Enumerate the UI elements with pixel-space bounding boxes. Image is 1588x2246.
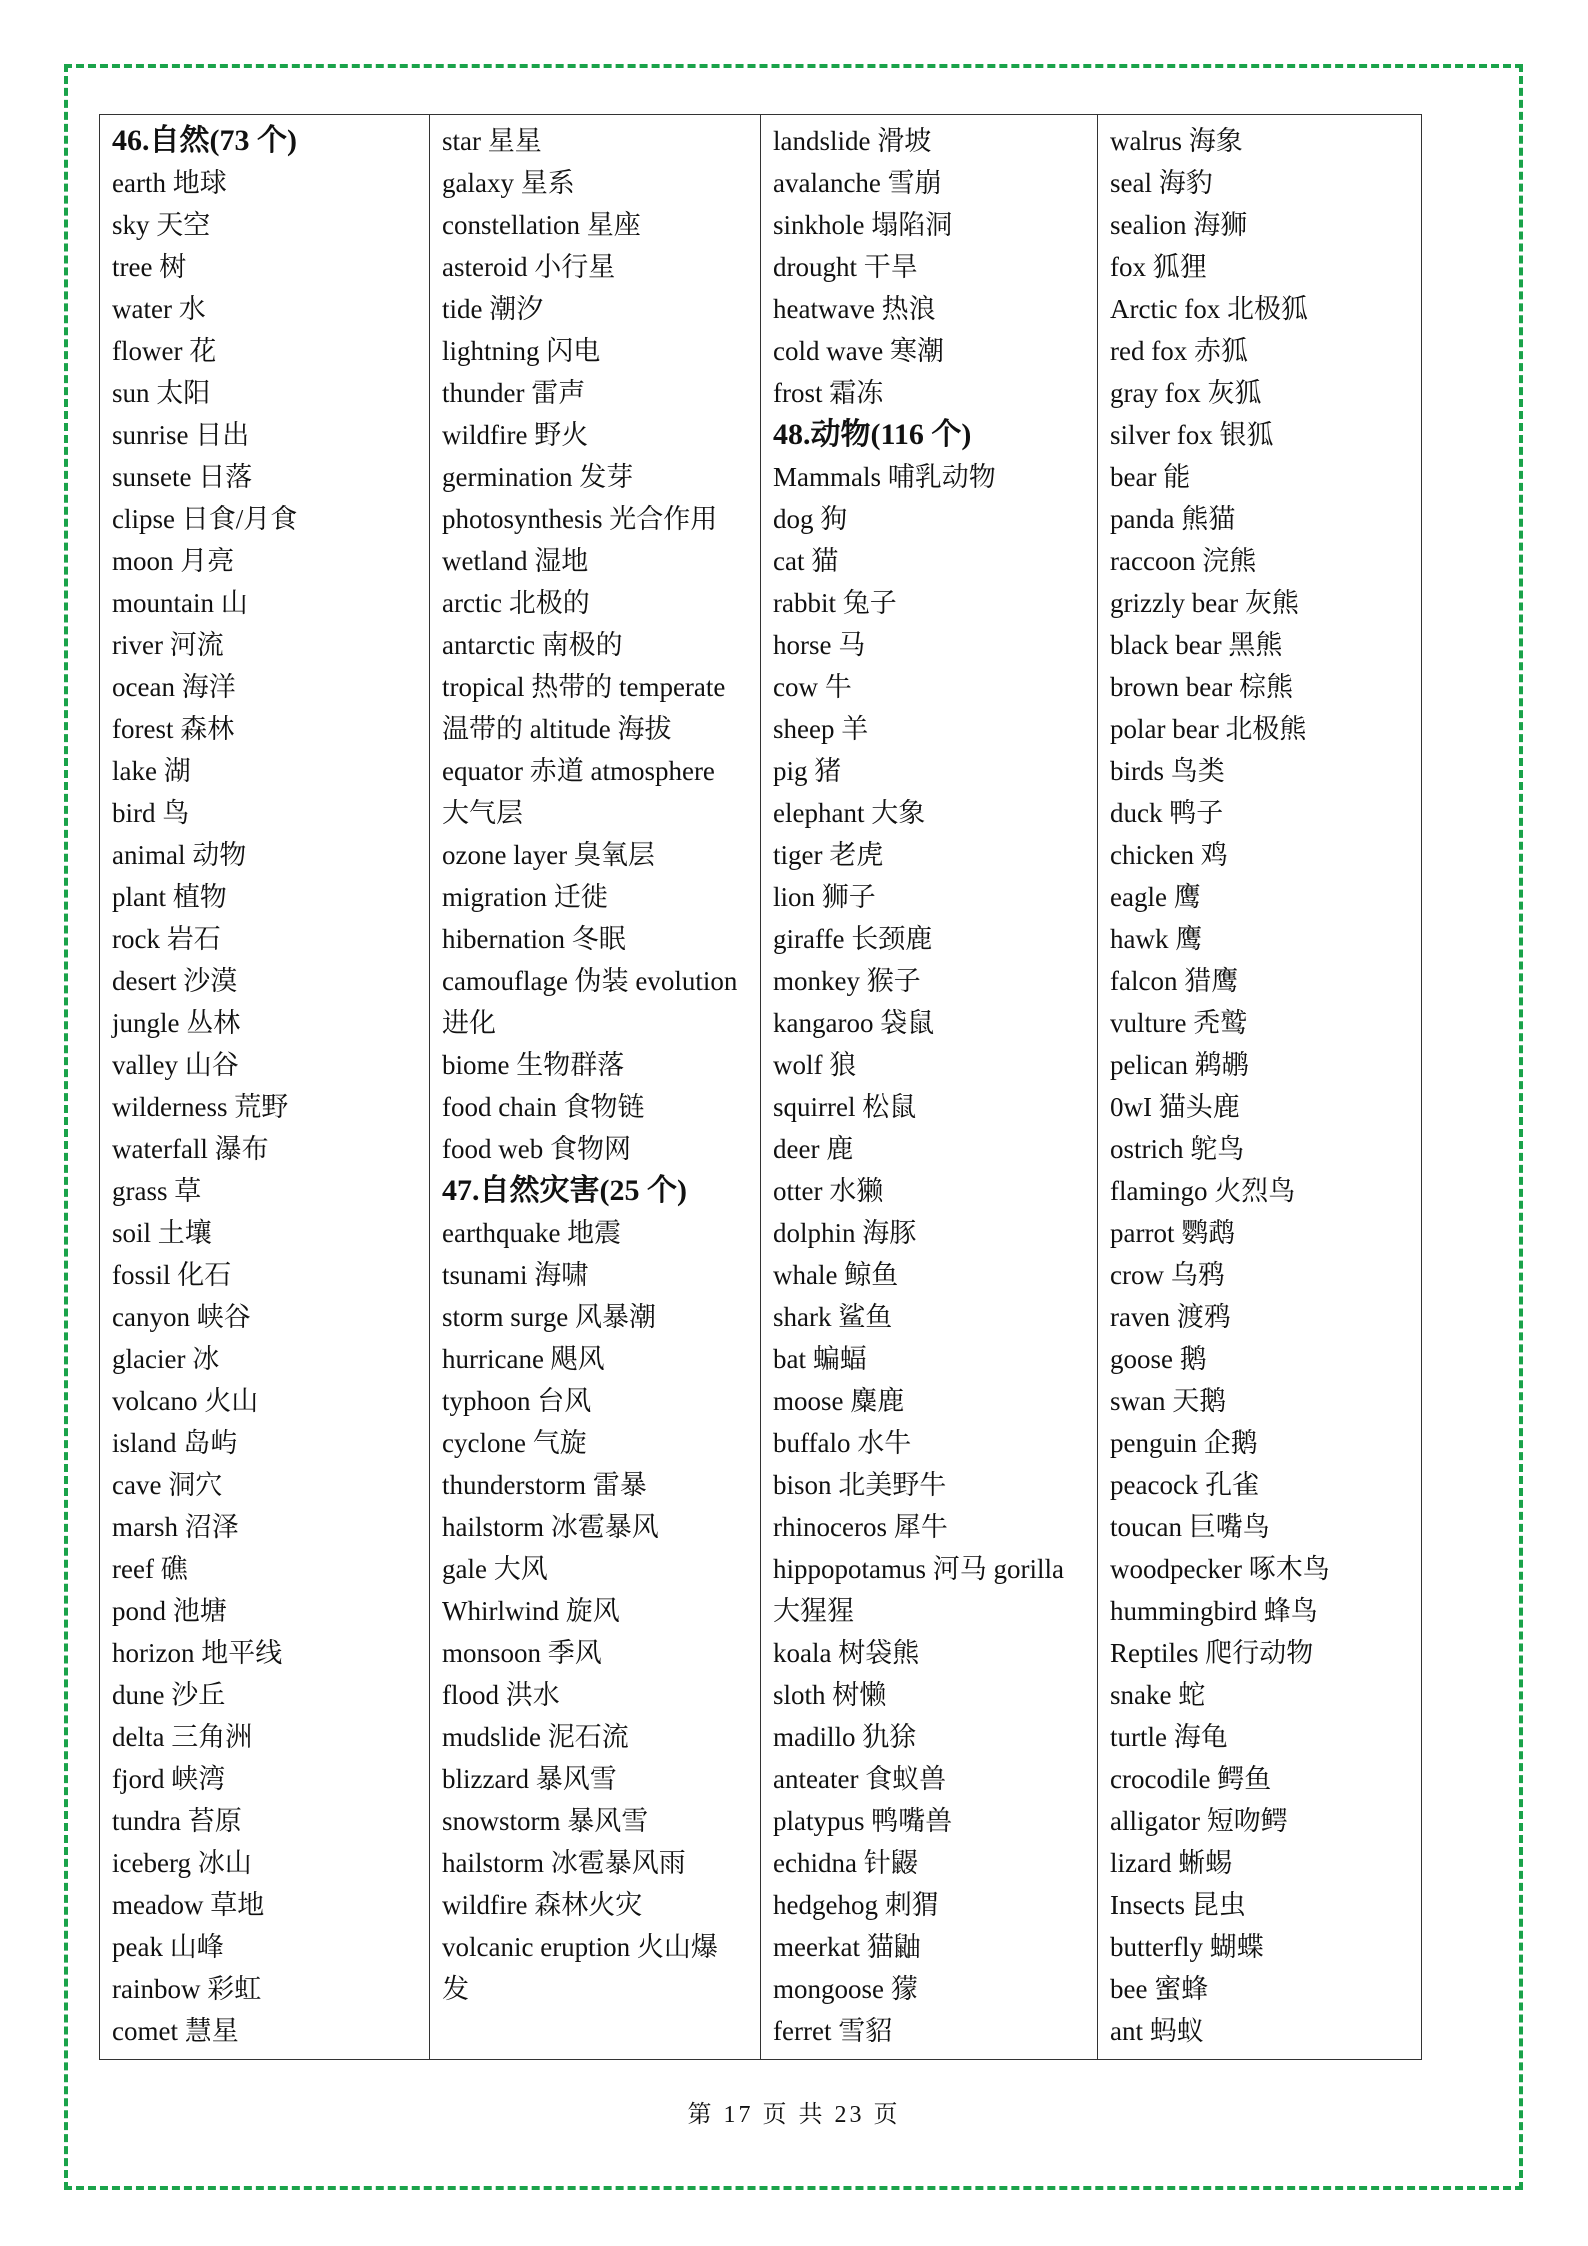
vocab-entry: bird 鸟: [112, 798, 190, 828]
vocab-entry: hurricane 飓风: [442, 1344, 605, 1374]
vocab-entry: horizon 地平线: [112, 1638, 283, 1668]
vocab-entry: comet 慧星: [112, 2016, 239, 2046]
vocab-entry: earthquake 地震: [442, 1218, 622, 1248]
vocab-entry: giraffe 长颈鹿: [773, 924, 933, 954]
vocab-entry: raccoon 浣熊: [1110, 546, 1257, 576]
vocab-entry: biome 生物群落: [442, 1050, 625, 1080]
vocab-entry: thunder 雷声: [442, 378, 586, 408]
vocab-entry: tundra 苔原: [112, 1806, 242, 1836]
vocab-entry: deer 鹿: [773, 1134, 854, 1164]
vocab-entry: island 岛屿: [112, 1428, 238, 1458]
vocab-entry: wildfire 森林火灾: [442, 1890, 643, 1920]
vocab-entry: wetland 湿地: [442, 546, 589, 576]
vocab-entry: ferret 雪貂: [773, 2016, 893, 2046]
vocab-entry: river 河流: [112, 630, 224, 660]
vocab-entry: migration 迁徙: [442, 882, 608, 912]
vocab-entry: 大猩猩: [773, 1596, 854, 1626]
vocab-entry: galaxy 星系: [442, 168, 575, 198]
vocab-entry: frost 霜冻: [773, 378, 884, 408]
vocab-entry: crocodile 鳄鱼: [1110, 1764, 1272, 1794]
vocab-entry: seal 海豹: [1110, 168, 1213, 198]
vocab-entry: storm surge 风暴潮: [442, 1302, 656, 1332]
vocab-entry: anteater 食蚁兽: [773, 1764, 947, 1794]
vocab-entry: food web 食物网: [442, 1134, 631, 1164]
vocab-entry: reef 礁: [112, 1554, 188, 1584]
vocabulary-table: [99, 114, 1422, 2060]
vocab-entry: flood 洪水: [442, 1680, 560, 1710]
vocab-entry: camouflage 伪装 evolution: [442, 966, 738, 996]
vocab-entry: Reptiles 爬行动物: [1110, 1638, 1314, 1668]
vocab-entry: hailstorm 冰雹暴风雨: [442, 1848, 686, 1878]
vocab-entry: otter 水獭: [773, 1176, 884, 1206]
vocab-entry: plant 植物: [112, 882, 227, 912]
vocab-entry: lion 狮子: [773, 882, 876, 912]
vocab-entry: platypus 鸭嘴兽: [773, 1806, 953, 1836]
vocab-entry: arctic 北极的: [442, 588, 590, 618]
vocab-entry: constellation 星座: [442, 210, 641, 240]
vocab-entry: canyon 峡谷: [112, 1302, 251, 1332]
vocab-entry: sunsete 日落: [112, 462, 253, 492]
vocab-entry: lake 湖: [112, 756, 191, 786]
vocab-entry: flamingo 火烈鸟: [1110, 1176, 1296, 1206]
vocab-entry: gray fox 灰狐: [1110, 378, 1262, 408]
vocab-entry: lizard 蜥蜴: [1110, 1848, 1233, 1878]
vocab-entry: typhoon 台风: [442, 1386, 592, 1416]
vocab-entry: sealion 海狮: [1110, 210, 1248, 240]
vocab-entry: butterfly 蝴蝶: [1110, 1932, 1264, 1962]
vocab-entry: monsoon 季风: [442, 1638, 602, 1668]
vocab-entry: brown bear 棕熊: [1110, 672, 1293, 702]
vocab-entry: marsh 沼泽: [112, 1512, 239, 1542]
vocab-entry: grass 草: [112, 1176, 202, 1206]
vocab-entry: shark 鲨鱼: [773, 1302, 893, 1332]
section-heading: 46.自然(73 个): [112, 124, 297, 157]
vocab-entry: sun 太阳: [112, 378, 211, 408]
vocab-entry: goose 鹅: [1110, 1344, 1207, 1374]
vocab-entry: animal 动物: [112, 840, 247, 870]
vocab-entry: 大气层: [442, 798, 523, 828]
vocab-entry: peak 山峰: [112, 1932, 224, 1962]
vocab-entry: hummingbird 蜂鸟: [1110, 1596, 1318, 1626]
vocab-entry: meerkat 猫鼬: [773, 1932, 921, 1962]
vocab-entry: food chain 食物链: [442, 1092, 645, 1122]
vocab-entry: falcon 猎鹰: [1110, 966, 1239, 996]
vocab-entry: tree 树: [112, 252, 187, 282]
vocab-entry: fjord 峡湾: [112, 1764, 226, 1794]
vocab-entry: glacier 冰: [112, 1344, 220, 1374]
vocab-entry: volcanic eruption 火山爆: [442, 1932, 718, 1962]
vocab-entry: 0wI 猫头鹿: [1110, 1092, 1240, 1122]
vocab-entry: snowstorm 暴风雪: [442, 1806, 649, 1836]
vocab-entry: pelican 鹈鹕: [1110, 1050, 1249, 1080]
vocab-entry: cow 牛: [773, 672, 852, 702]
vocab-entry: 温带的 altitude 海拔: [442, 714, 672, 744]
vocab-entry: bison 北美野牛: [773, 1470, 947, 1500]
vocab-entry: 发: [442, 1974, 469, 2004]
vocab-entry: drought 干旱: [773, 252, 918, 282]
vocab-entry: peacock 孔雀: [1110, 1470, 1260, 1500]
vocab-entry: turtle 海龟: [1110, 1722, 1228, 1752]
vocab-entry: sunrise 日出: [112, 420, 250, 450]
vocab-entry: mudslide 泥石流: [442, 1722, 629, 1752]
vocab-entry: antarctic 南极的: [442, 630, 623, 660]
vocab-entry: ostrich 鸵鸟: [1110, 1134, 1245, 1164]
vocab-entry: walrus 海象: [1110, 126, 1243, 156]
vocab-entry: rabbit 兔子: [773, 588, 897, 618]
vocab-entry: parrot 鹦鹉: [1110, 1218, 1236, 1248]
vocab-entry: forest 森林: [112, 714, 235, 744]
vocab-entry: Arctic fox 北极狐: [1110, 294, 1308, 324]
vocab-entry: dune 沙丘: [112, 1680, 226, 1710]
vocab-entry: horse 马: [773, 630, 866, 660]
vocab-entry: monkey 猴子: [773, 966, 921, 996]
vocab-entry: madillo 犰狳: [773, 1722, 917, 1752]
vocab-entry: avalanche 雪崩: [773, 168, 942, 198]
vocab-entry: snake 蛇: [1110, 1680, 1206, 1710]
vocab-entry: polar bear 北极熊: [1110, 714, 1307, 744]
vocab-entry: pig 猪: [773, 756, 842, 786]
vocab-entry: bee 蜜蜂: [1110, 1974, 1209, 2004]
vocab-entry: eagle 鹰: [1110, 882, 1201, 912]
vocab-entry: bear 能: [1110, 462, 1191, 492]
vocab-entry: photosynthesis 光合作用: [442, 504, 718, 534]
vocab-entry: ocean 海洋: [112, 672, 236, 702]
vocab-entry: tropical 热带的 temperate: [442, 672, 726, 702]
vocab-entry: Mammals 哺乳动物: [773, 462, 996, 492]
vocab-column-2: [430, 115, 761, 2059]
vocab-entry: fossil 化石: [112, 1260, 232, 1290]
section-heading: 48.动物(116 个): [773, 418, 972, 451]
vocab-column-4: [1098, 115, 1421, 2059]
vocab-entry: rhinoceros 犀牛: [773, 1512, 948, 1542]
vocab-entry: clipse 日食/月食: [112, 504, 298, 534]
vocab-entry: sheep 羊: [773, 714, 869, 744]
vocab-entry: wildfire 野火: [442, 420, 589, 450]
vocab-entry: bat 蝙蝠: [773, 1344, 867, 1374]
vocab-entry: alligator 短吻鳄: [1110, 1806, 1288, 1836]
vocab-entry: 进化: [442, 1008, 496, 1038]
vocab-entry: wolf 狼: [773, 1050, 857, 1080]
vocab-entry: jungle 丛林: [112, 1008, 241, 1038]
vocab-entry: star 星星: [442, 126, 542, 156]
vocab-entry: swan 天鹅: [1110, 1386, 1227, 1416]
vocab-entry: sinkhole 塌陷洞: [773, 210, 953, 240]
vocab-entry: flower 花: [112, 336, 217, 366]
vocab-entry: hedgehog 刺猬: [773, 1890, 939, 1920]
vocab-entry: cave 洞穴: [112, 1470, 223, 1500]
vocab-entry: germination 发芽: [442, 462, 634, 492]
vocab-entry: silver fox 银狐: [1110, 420, 1274, 450]
vocab-entry: koala 树袋熊: [773, 1638, 920, 1668]
vocab-entry: rock 岩石: [112, 924, 221, 954]
vocab-entry: tsunami 海啸: [442, 1260, 589, 1290]
vocab-entry: dolphin 海豚: [773, 1218, 917, 1248]
vocab-entry: equator 赤道 atmosphere: [442, 756, 715, 786]
vocab-entry: sky 天空: [112, 210, 211, 240]
vocab-entry: woodpecker 啄木鸟: [1110, 1554, 1330, 1584]
vocab-entry: heatwave 热浪: [773, 294, 936, 324]
vocab-entry: echidna 针鼹: [773, 1848, 918, 1878]
section-heading: 47.自然灾害(25 个): [442, 1174, 687, 1207]
vocab-entry: raven 渡鸦: [1110, 1302, 1231, 1332]
vocab-entry: water 水: [112, 294, 206, 324]
vocab-entry: chicken 鸡: [1110, 840, 1228, 870]
vocab-entry: earth 地球: [112, 168, 227, 198]
vocab-entry: whale 鲸鱼: [773, 1260, 899, 1290]
page-number-footer: 第 17 页 共 23 页: [687, 2102, 901, 2128]
vocab-entry: iceberg 冰山: [112, 1848, 252, 1878]
vocab-entry: pond 池塘: [112, 1596, 227, 1626]
vocab-entry: mongoose 獴: [773, 1974, 918, 2004]
vocab-entry: cat 猫: [773, 546, 839, 576]
vocab-entry: panda 熊猫: [1110, 504, 1236, 534]
vocab-entry: lightning 闪电: [442, 336, 601, 366]
vocab-entry: penguin 企鹅: [1110, 1428, 1258, 1458]
vocab-entry: toucan 巨嘴鸟: [1110, 1512, 1270, 1542]
vocab-entry: waterfall 瀑布: [112, 1134, 269, 1164]
vocab-entry: fox 狐狸: [1110, 252, 1207, 282]
vocab-entry: blizzard 暴风雪: [442, 1764, 617, 1794]
vocab-entry: cold wave 寒潮: [773, 336, 944, 366]
vocab-entry: hailstorm 冰雹暴风: [442, 1512, 659, 1542]
vocab-entry: elephant 大象: [773, 798, 926, 828]
vocab-entry: hippopotamus 河马 gorilla: [773, 1554, 1064, 1584]
vocab-entry: sloth 树懒: [773, 1680, 887, 1710]
vocab-entry: landslide 滑坡: [773, 126, 932, 156]
vocab-column-3: [761, 115, 1098, 2059]
vocab-entry: valley 山谷: [112, 1050, 239, 1080]
vocab-entry: soil 土壤: [112, 1218, 212, 1248]
vocab-entry: delta 三角洲: [112, 1722, 253, 1752]
vocab-entry: ant 蚂蚁: [1110, 2016, 1204, 2046]
vocab-entry: black bear 黑熊: [1110, 630, 1283, 660]
vocab-entry: asteroid 小行星: [442, 252, 616, 282]
vocab-entry: thunderstorm 雷暴: [442, 1470, 647, 1500]
vocab-entry: mountain 山: [112, 588, 248, 618]
vocab-entry: desert 沙漠: [112, 966, 238, 996]
vocab-entry: tide 潮汐: [442, 294, 544, 324]
vocab-entry: squirrel 松鼠: [773, 1092, 917, 1122]
vocab-entry: hibernation 冬眠: [442, 924, 626, 954]
vocab-entry: vulture 秃鹫: [1110, 1008, 1248, 1038]
vocab-entry: rainbow 彩虹: [112, 1974, 262, 2004]
vocab-column-1: [100, 115, 430, 2059]
vocab-entry: tiger 老虎: [773, 840, 884, 870]
vocab-entry: Whirlwind 旋风: [442, 1596, 620, 1626]
vocab-entry: meadow 草地: [112, 1890, 265, 1920]
vocab-entry: wilderness 荒野: [112, 1092, 289, 1122]
vocab-entry: hawk 鹰: [1110, 924, 1203, 954]
vocab-entry: crow 乌鸦: [1110, 1260, 1225, 1290]
vocab-entry: kangaroo 袋鼠: [773, 1008, 935, 1038]
vocab-entry: dog 狗: [773, 504, 848, 534]
vocab-entry: volcano 火山: [112, 1386, 259, 1416]
vocab-entry: birds 鸟类: [1110, 756, 1225, 786]
vocab-entry: moon 月亮: [112, 546, 235, 576]
vocab-entry: red fox 赤狐: [1110, 336, 1248, 366]
vocab-entry: cyclone 气旋: [442, 1428, 587, 1458]
vocab-entry: moose 麋鹿: [773, 1386, 905, 1416]
vocab-entry: duck 鸭子: [1110, 798, 1224, 828]
vocab-entry: gale 大风: [442, 1554, 548, 1584]
vocab-entry: ozone layer 臭氧层: [442, 840, 655, 870]
vocab-entry: grizzly bear 灰熊: [1110, 588, 1299, 618]
vocab-entry: Insects 昆虫: [1110, 1890, 1246, 1920]
vocab-entry: buffalo 水牛: [773, 1428, 912, 1458]
